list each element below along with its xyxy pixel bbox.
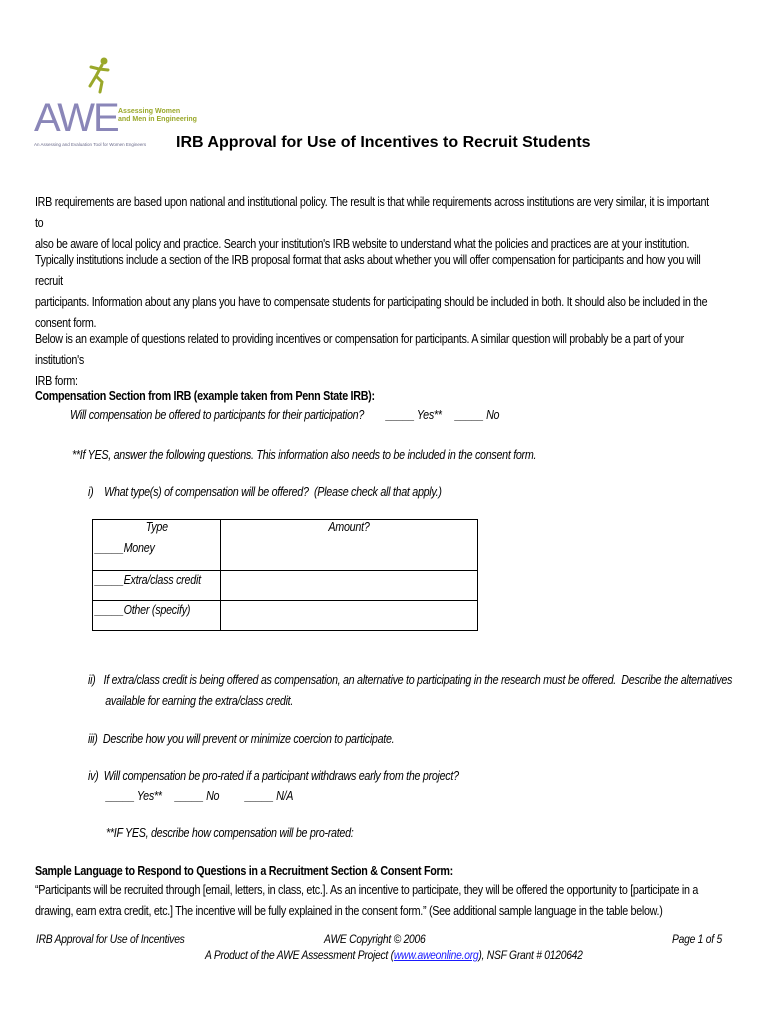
table-cell-type-money[interactable]: _____Money <box>93 541 221 571</box>
paragraph-3-line-2: IRB form: <box>35 374 78 388</box>
paragraph-2-line-3: consent form. <box>35 316 97 330</box>
table-header-row <box>93 520 478 541</box>
table-row <box>93 541 478 571</box>
paragraph-3-line-1: Below is an example of questions related to providing incentives or compensation for participants. A similar question will probably be a part of your institution's <box>35 332 684 367</box>
table-cell-amount-credit[interactable] <box>221 571 478 601</box>
footer-page-number: Page 1 of 5 <box>672 932 722 946</box>
question-iv-na-blank[interactable]: _____ N/A <box>245 789 294 803</box>
paragraph-1-line-2: also be aware of local policy and practice. Search your institution's IRB website to understand what the policies and practices are at your institution. <box>35 237 690 251</box>
compensation-table <box>92 519 478 631</box>
table-row <box>93 601 478 631</box>
table-cell-type-other[interactable]: _____Other (specify) <box>93 601 221 631</box>
table-row <box>93 571 478 601</box>
question-i: i) What type(s) of compensation will be offered? (Please check all that apply.) <box>88 485 442 499</box>
question-ii-line-1: ii) If extra/class credit is being offered as compensation, an alternative to participating in the research must be offered. Describe the alternatives <box>88 673 733 687</box>
compensation-if-yes-note: **If YES, answer the following questions. This information also needs to be included in the consent form. <box>72 448 537 462</box>
logo-subtitle-line1: Assessing Women <box>118 108 181 115</box>
footer-document-name: IRB Approval for Use of Incentives <box>36 932 185 946</box>
question-ii <box>88 670 767 712</box>
logo-tagline: An Assessing and Evaluation Tool for Women Engineers <box>34 142 147 147</box>
footer-product-suffix: ), NSF Grant # 0120642 <box>478 948 583 962</box>
footer-website-link[interactable]: www.aweonline.org <box>393 948 479 962</box>
table-header-amount: Amount? <box>221 520 478 541</box>
awe-logo <box>34 56 197 151</box>
paragraph-2 <box>35 250 714 334</box>
logo-wordmark: AWE <box>34 96 118 140</box>
question-iv: iv) Will compensation be pro-rated if a participant withdraws early from the project? <box>88 769 459 783</box>
footer-copyright: AWE Copyright © 2006 <box>324 932 426 946</box>
question-iv-if-yes-note: **IF YES, describe how compensation will be pro-rated: <box>106 826 354 840</box>
question-iv-yes-blank[interactable]: _____ Yes** <box>106 789 162 803</box>
compensation-heading: Compensation Section from IRB (example taken from Penn State IRB): <box>35 389 375 403</box>
sample-language-line-1: “Participants will be recruited through [email, letters, in class, etc.]. As an incentive to participate, they will be offered the opportunity to [participate in a <box>35 883 699 897</box>
paragraph-1 <box>35 192 714 255</box>
paragraph-1-line-1: IRB requirements are based upon national and institutional policy. The result is that while requirements across institutions are very similar, it is important to <box>35 195 709 230</box>
footer-product-prefix: A Product of the AWE Assessment Project ( <box>205 948 394 962</box>
compensation-no-blank[interactable]: _____ No <box>455 408 500 422</box>
sample-language-heading: Sample Language to Respond to Questions in a Recruitment Section & Consent Form: <box>35 864 453 878</box>
sample-language-line-2: drawing, earn extra credit, etc.] The incentive will be fully explained in the consent form.” (See additional sample language in the table below.) <box>35 904 663 918</box>
footer-product-line <box>205 948 583 962</box>
compensation-question: Will compensation be offered to participants for their participation? <box>70 408 365 422</box>
compensation-yes-blank[interactable]: _____ Yes** <box>386 408 442 422</box>
question-iv-no-blank[interactable]: _____ No <box>175 789 220 803</box>
paragraph-2-line-1: Typically institutions include a section of the IRB proposal format that asks about whether you will offer compensation for participants and how you will recruit <box>35 253 701 288</box>
table-header-type: Type <box>93 520 221 541</box>
question-ii-line-2: available for earning the extra/class credit. <box>105 694 294 708</box>
runner-figure-icon <box>82 56 112 96</box>
question-iii: iii) Describe how you will prevent or minimize coercion to participate. <box>88 732 395 746</box>
document-title: IRB Approval for Use of Incentives to Recruit Students <box>176 134 591 151</box>
logo-subtitle-line2: and Men in Engineering <box>118 116 197 123</box>
paragraph-2-line-2: participants. Information about any plans you have to compensate students for participating should be included in both. It should also be included in the <box>35 295 708 309</box>
sample-language-text <box>35 880 714 922</box>
table-cell-type-credit[interactable]: _____Extra/class credit <box>93 571 221 601</box>
table-cell-amount-other[interactable] <box>221 601 478 631</box>
paragraph-3 <box>35 329 714 392</box>
table-cell-amount-money[interactable] <box>221 541 478 571</box>
